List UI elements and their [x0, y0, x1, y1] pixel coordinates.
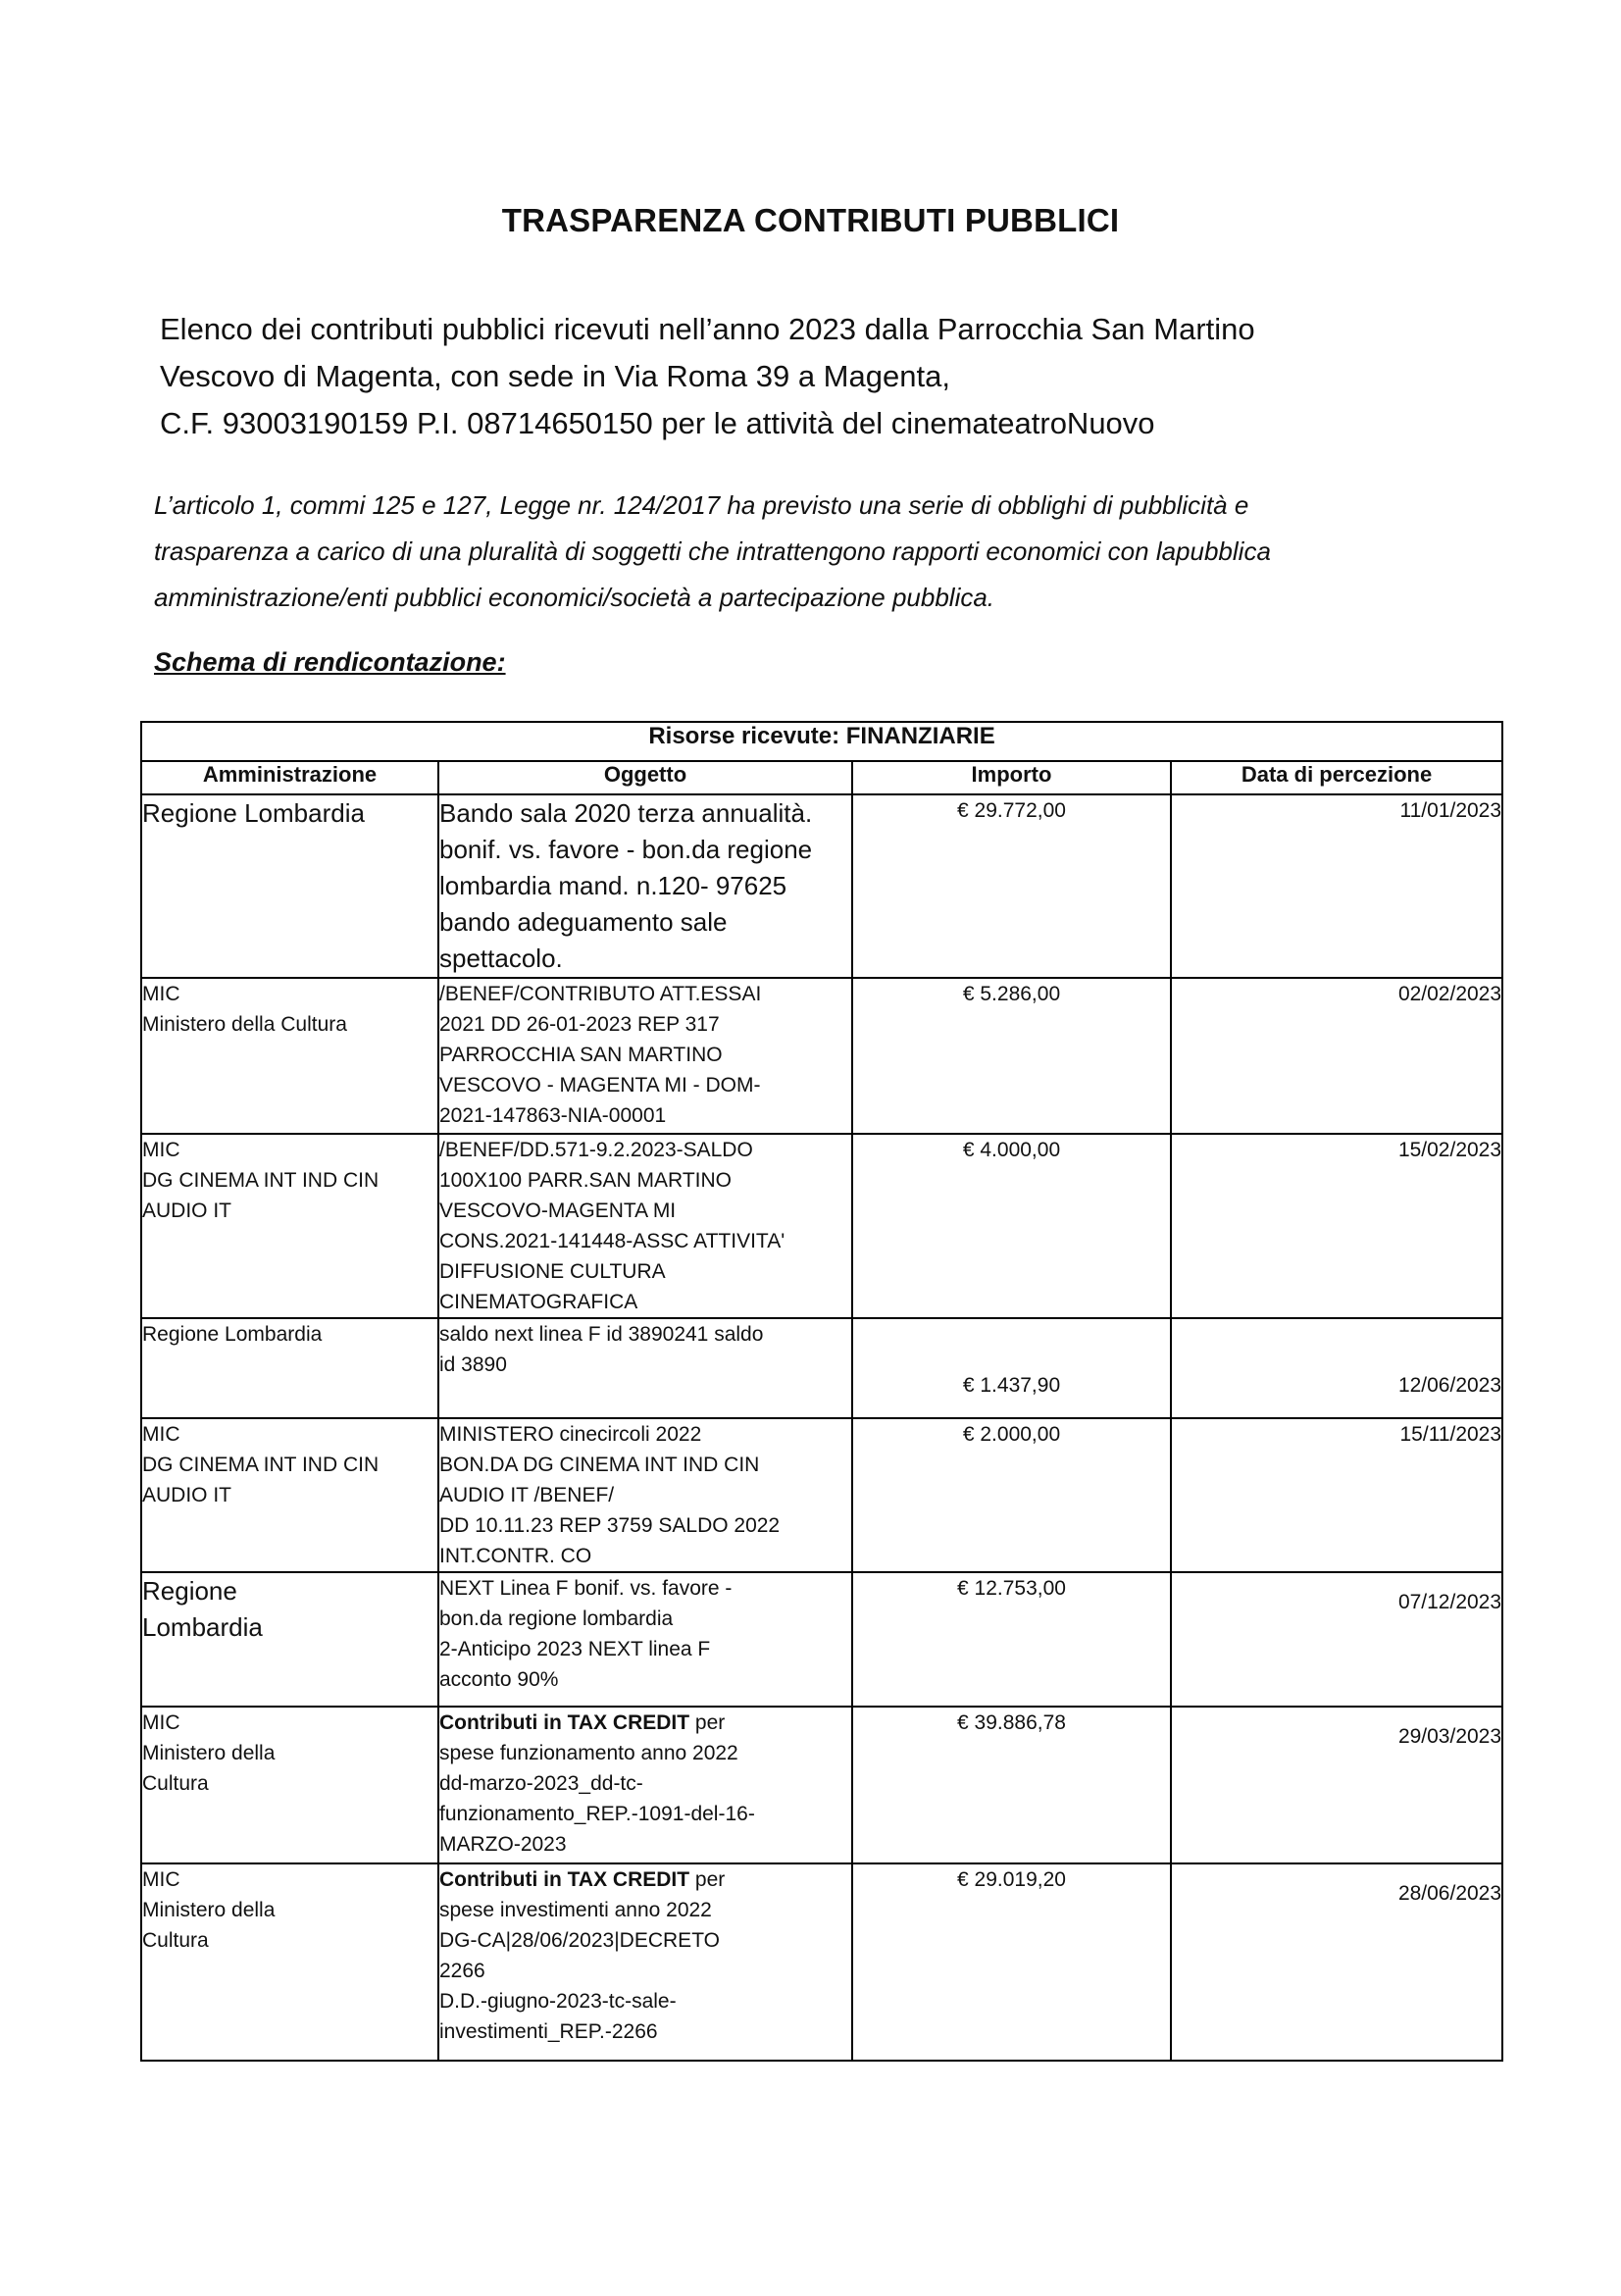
column-header-oggetto: Oggetto — [438, 761, 852, 794]
object-line: MARZO-2023 — [439, 1833, 567, 1856]
cell-oggetto — [438, 1572, 852, 1707]
object-line: BON.DA DG CINEMA INT IND CIN — [439, 1454, 760, 1476]
object-line: VESCOVO-MAGENTA MI — [439, 1199, 677, 1222]
object-line: saldo next linea F id 3890241 saldo — [439, 1323, 764, 1346]
cell-data-percezione: 15/02/2023 — [1171, 1134, 1502, 1318]
cell-importo: € 29.019,20 — [852, 1863, 1171, 2061]
object-line: /BENEF/CONTRIBUTO ATT.ESSAI — [439, 983, 762, 1005]
object-line: DG-CA|28/06/2023|DECRETO — [439, 1929, 720, 1952]
cell-amministrazione — [141, 1572, 438, 1707]
cell-oggetto — [438, 1418, 852, 1572]
object-line: bando adeguamento sale — [439, 907, 728, 937]
object-line: 2021 DD 26-01-2023 REP 317 — [439, 1013, 720, 1036]
contributions-table — [140, 721, 1503, 2062]
object-line: MINISTERO cinecircoli 2022 — [439, 1423, 702, 1446]
admin-line: AUDIO IT — [142, 1199, 232, 1222]
admin-line: DG CINEMA INT IND CIN — [142, 1454, 380, 1476]
admin-line: MIC — [142, 1868, 180, 1891]
table-row — [141, 1418, 1502, 1572]
object-line: 2-Anticipo 2023 NEXT linea F — [439, 1638, 711, 1660]
admin-line: Ministero della Cultura — [142, 1013, 347, 1036]
intro-line: C.F. 93003190159 P.I. 08714650150 per le attività del cinemateatroNuovo — [160, 406, 1155, 440]
table-row — [141, 1863, 1502, 2061]
legal-line: amministrazione/enti pubblici economici/società a partecipazione pubblica. — [154, 583, 995, 612]
cell-data-percezione: 11/01/2023 — [1171, 794, 1502, 978]
cell-data-percezione: 15/11/2023 — [1171, 1418, 1502, 1572]
object-line: 2266 — [439, 1960, 485, 1982]
cell-data-percezione: 02/02/2023 — [1171, 978, 1502, 1134]
cell-amministrazione — [141, 1707, 438, 1863]
admin-line: MIC — [142, 1711, 180, 1734]
cell-oggetto — [438, 794, 852, 978]
admin-line: Ministero della — [142, 1899, 276, 1921]
cell-importo: € 2.000,00 — [852, 1418, 1171, 1572]
cell-importo: € 12.753,00 — [852, 1572, 1171, 1707]
cell-data-percezione: 07/12/2023 — [1171, 1572, 1502, 1707]
table-row — [141, 978, 1502, 1134]
object-line: VESCOVO - MAGENTA MI - DOM- — [439, 1074, 761, 1097]
admin-line: Regione — [142, 1576, 237, 1606]
object-line: bonif. vs. favore - bon.da regione — [439, 835, 813, 864]
admin-line: Cultura — [142, 1929, 209, 1952]
cell-oggetto — [438, 1707, 852, 1863]
object-line: NEXT Linea F bonif. vs. favore - — [439, 1577, 733, 1600]
cell-oggetto — [438, 1863, 852, 2061]
intro-line: Elenco dei contributi pubblici ricevuti nell’anno 2023 dalla Parrocchia San Martino — [160, 312, 1255, 346]
admin-line: MIC — [142, 1423, 180, 1446]
object-line: CINEMATOGRAFICA — [439, 1291, 638, 1313]
cell-data-percezione: 29/03/2023 — [1171, 1707, 1502, 1863]
admin-line: MIC — [142, 983, 180, 1005]
table-row — [141, 1318, 1502, 1418]
admin-line: Ministero della — [142, 1742, 276, 1764]
object-rest-text: per — [689, 1711, 726, 1734]
legal-paragraph — [154, 483, 1527, 621]
object-line: id 3890 — [439, 1353, 507, 1376]
cell-amministrazione — [141, 978, 438, 1134]
object-bold-text: Contributi in TAX CREDIT — [439, 1868, 690, 1891]
table-row — [141, 1572, 1502, 1707]
object-line: AUDIO IT /BENEF/ — [439, 1484, 615, 1506]
cell-amministrazione — [141, 1863, 438, 2061]
object-line: DIFFUSIONE CULTURA — [439, 1260, 666, 1283]
object-line: lombardia mand. n.120- 97625 — [439, 871, 787, 900]
object-line — [439, 1708, 851, 1738]
object-line: PARROCCHIA SAN MARTINO — [439, 1044, 723, 1066]
cell-data-percezione: 12/06/2023 — [1171, 1318, 1502, 1418]
object-line: 2021-147863-NIA-00001 — [439, 1104, 667, 1127]
legal-line: trasparenza a carico di una pluralità di soggetti che intrattengono rapporti economici con lapubblica — [154, 536, 1271, 566]
column-header-data: Data di percezione — [1171, 761, 1502, 794]
cell-amministrazione — [141, 794, 438, 978]
object-line: spese investimenti anno 2022 — [439, 1899, 712, 1921]
cell-oggetto — [438, 1318, 852, 1418]
cell-amministrazione — [141, 1418, 438, 1572]
table-row — [141, 794, 1502, 978]
object-line: investimenti_REP.-2266 — [439, 2020, 658, 2043]
cell-oggetto — [438, 978, 852, 1134]
table-caption: Risorse ricevute: FINANZIARIE — [141, 722, 1502, 761]
object-line: bon.da regione lombardia — [439, 1607, 674, 1630]
object-line: CONS.2021-141448-ASSC ATTIVITA' — [439, 1230, 785, 1252]
admin-line: Regione Lombardia — [142, 798, 365, 828]
cell-importo: € 1.437,90 — [852, 1318, 1171, 1418]
admin-line: DG CINEMA INT IND CIN — [142, 1169, 380, 1192]
object-line: DD 10.11.23 REP 3759 SALDO 2022 — [439, 1514, 781, 1537]
object-line: INT.CONTR. CO — [439, 1545, 592, 1567]
object-line: 100X100 PARR.SAN MARTINO — [439, 1169, 732, 1192]
cell-importo: € 5.286,00 — [852, 978, 1171, 1134]
schema-heading: Schema di rendicontazione: — [154, 647, 506, 677]
cell-oggetto — [438, 1134, 852, 1318]
table-row — [141, 1134, 1502, 1318]
object-line: D.D.-giugno-2023-tc-sale- — [439, 1990, 677, 2013]
object-line: acconto 90% — [439, 1668, 559, 1691]
object-line: spettacolo. — [439, 944, 563, 973]
column-header-amministrazione: Amministrazione — [141, 761, 438, 794]
object-bold-text: Contributi in TAX CREDIT — [439, 1711, 690, 1734]
object-line: funzionamento_REP.-1091-del-16- — [439, 1803, 755, 1825]
cell-importo: € 39.886,78 — [852, 1707, 1171, 1863]
intro-paragraph — [160, 306, 1533, 447]
intro-line: Vescovo di Magenta, con sede in Via Roma 39 a Magenta, — [160, 359, 950, 393]
object-line: spese funzionamento anno 2022 — [439, 1742, 738, 1764]
admin-line: Regione Lombardia — [142, 1323, 323, 1346]
column-header-importo: Importo — [852, 761, 1171, 794]
object-line: /BENEF/DD.571-9.2.2023-SALDO — [439, 1139, 753, 1161]
cell-amministrazione — [141, 1134, 438, 1318]
admin-line: Lombardia — [142, 1612, 263, 1642]
cell-data-percezione: 28/06/2023 — [1171, 1863, 1502, 2061]
cell-amministrazione — [141, 1318, 438, 1418]
page-title: TRASPARENZA CONTRIBUTI PUBBLICI — [501, 202, 1120, 238]
legal-line: L’articolo 1, commi 125 e 127, Legge nr. 124/2017 ha previsto una serie di obblighi di pubblicità e — [154, 490, 1249, 520]
object-line: dd-marzo-2023_dd-tc- — [439, 1772, 643, 1795]
admin-line: AUDIO IT — [142, 1484, 232, 1506]
object-line: Bando sala 2020 terza annualità. — [439, 798, 813, 828]
object-rest-text: per — [689, 1868, 726, 1891]
object-line — [439, 1864, 851, 1895]
admin-line: Cultura — [142, 1772, 209, 1795]
admin-line: MIC — [142, 1139, 180, 1161]
table-row — [141, 1707, 1502, 1863]
cell-importo: € 4.000,00 — [852, 1134, 1171, 1318]
cell-importo: € 29.772,00 — [852, 794, 1171, 978]
